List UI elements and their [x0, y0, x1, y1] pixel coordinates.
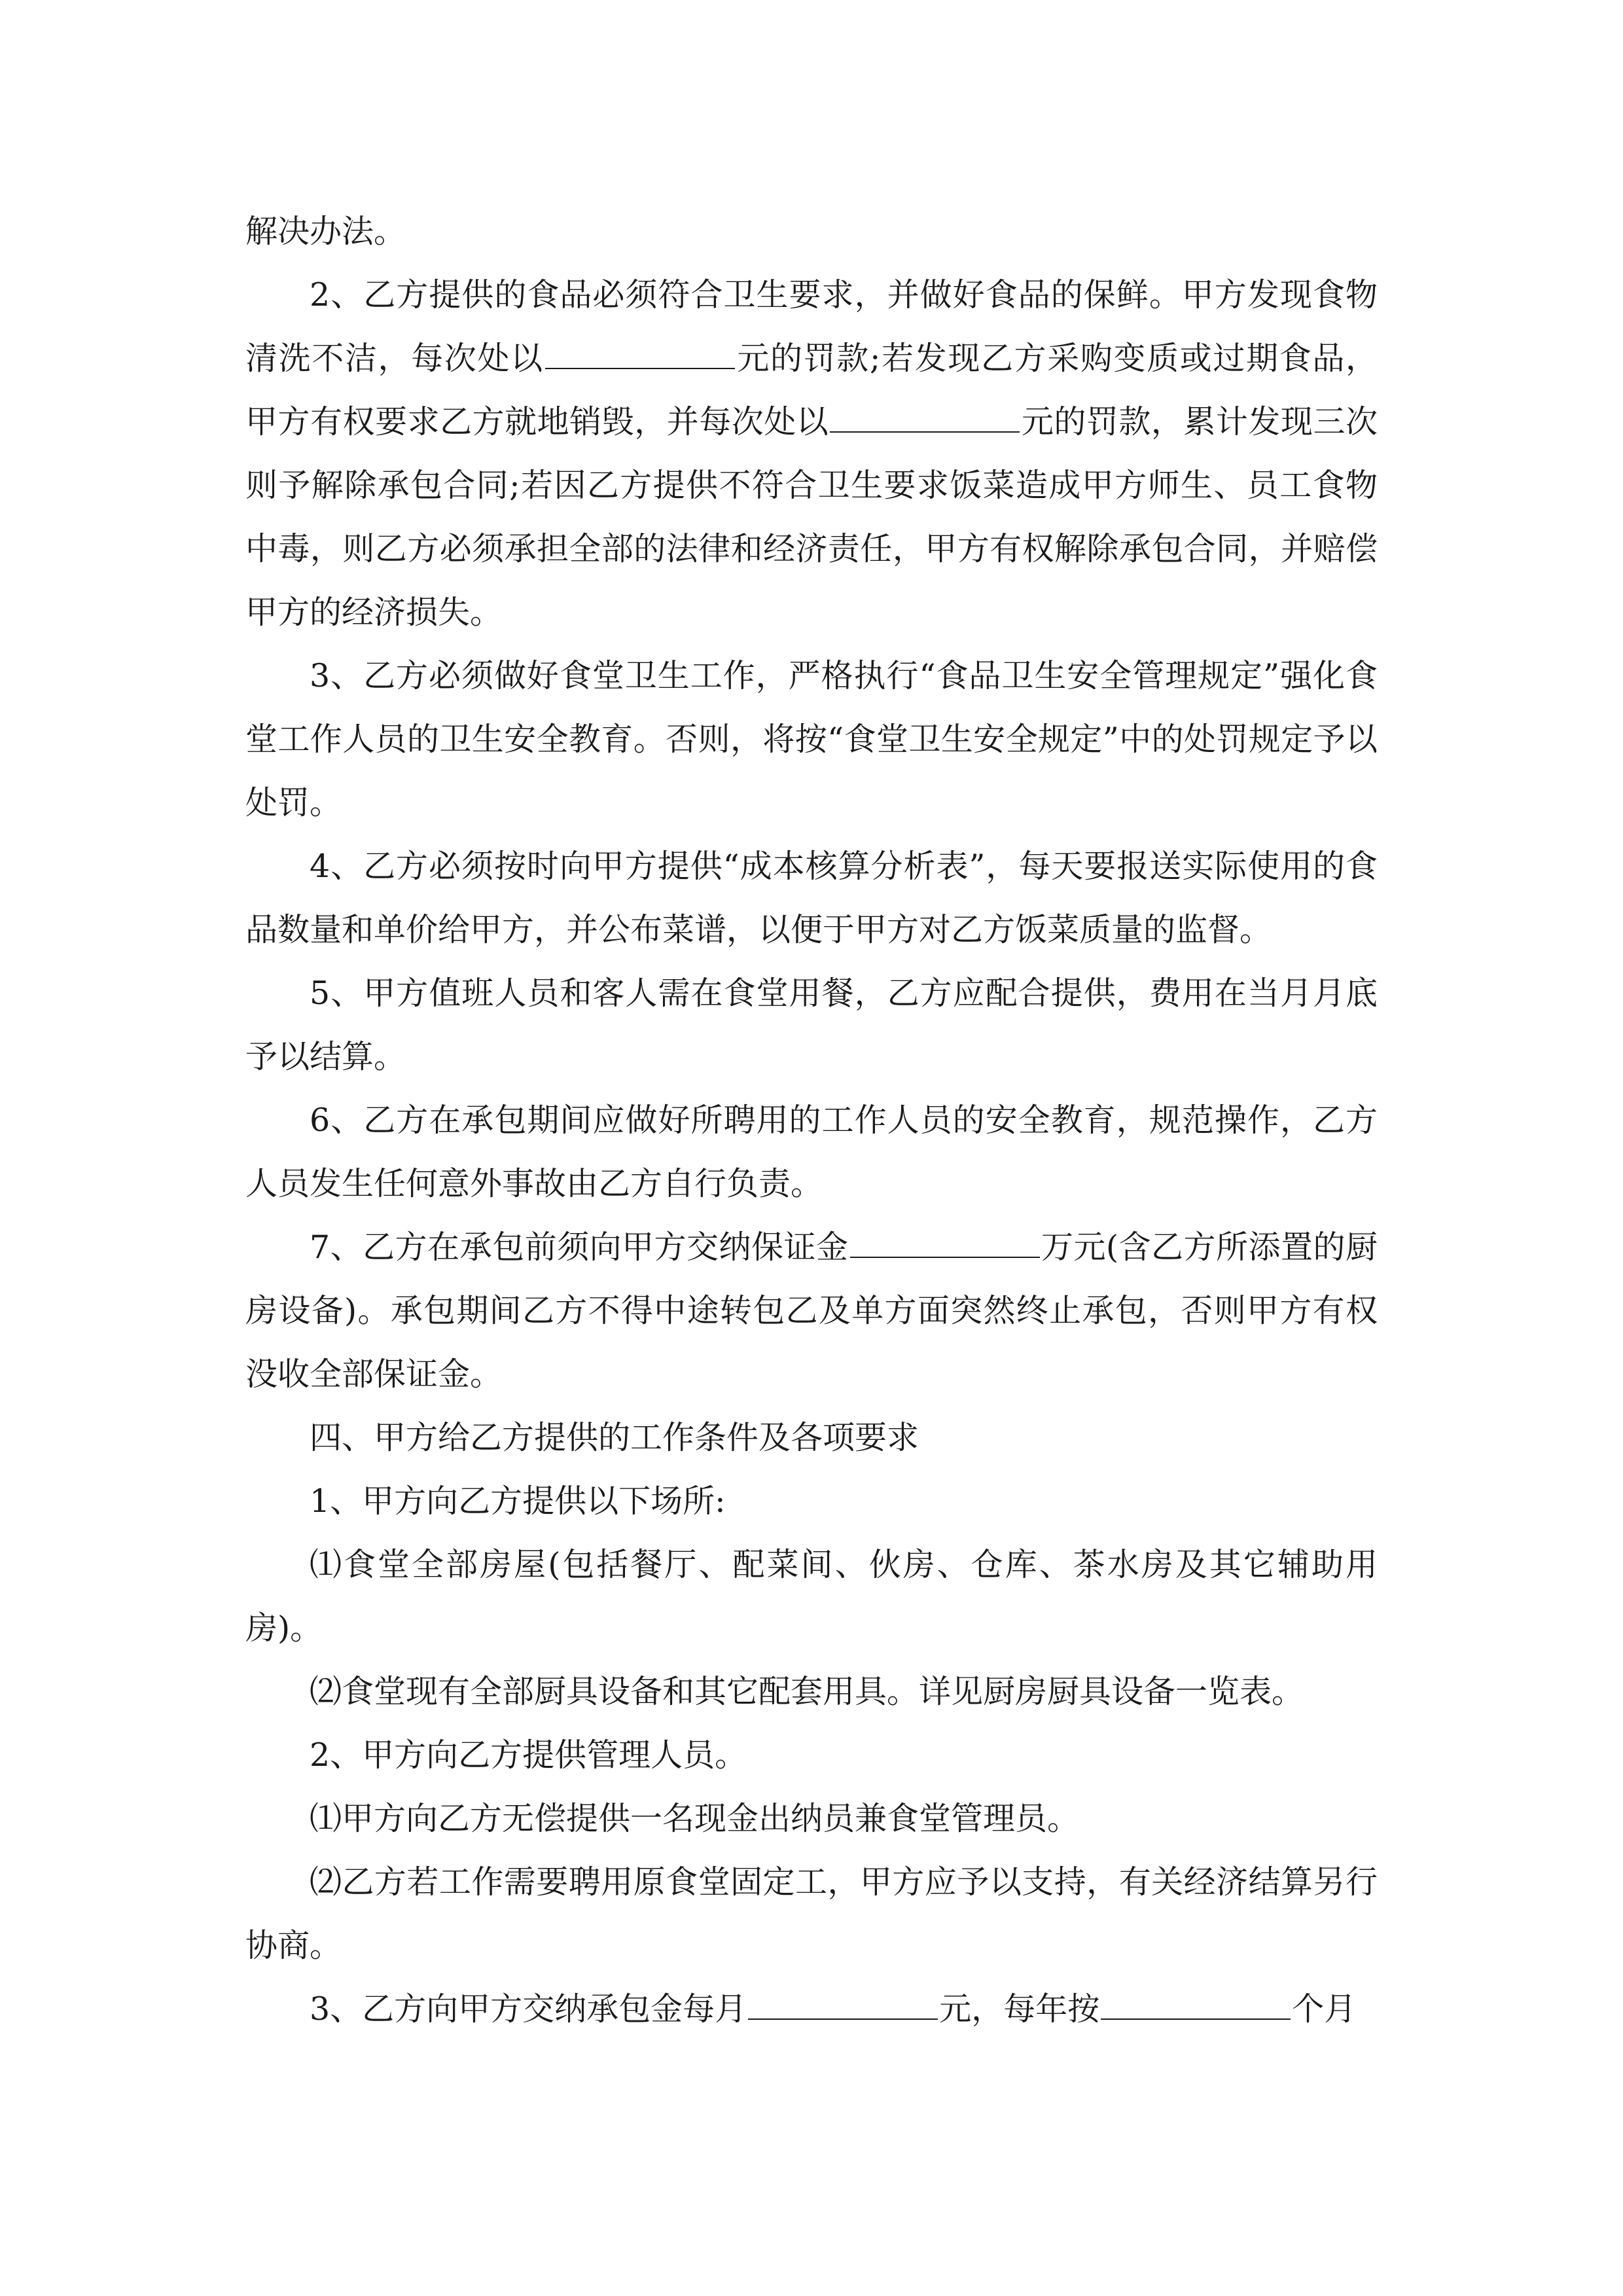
fill-in-blank — [850, 1256, 1040, 1258]
item-3-contract-fee — [245, 1977, 1378, 2041]
fill-in-blank — [830, 431, 1020, 433]
clause-4-cost-report: 4、乙方必须按时向甲方提供“成本核算分析表”，每天要报送实际使用的食品数量和单价给甲方，并公布菜谱，以便于甲方对乙方饭菜质量的监督。 — [245, 848, 1378, 948]
item-2-managers: 2、甲方向乙方提供管理人员。 — [310, 1736, 747, 1774]
clause-text: 2、乙方提供的食品必须符合卫生要求，并做好食品的保鲜。甲方发现食物清洗不洁，每次处以 — [245, 276, 1378, 377]
sub-item-1-cashier: ⑴甲方向乙方无偿提供一名现金出纳员兼食堂管理员。 — [310, 1800, 1080, 1837]
clause-text: 元的罚款，累计发现三次则予解除承包合同;若因乙方提供不符合卫生要求饭菜造成甲方师生、员工食物中毒，则乙方必须承担全部的法律和经济责任，甲方有权解除承包合同，并赔偿甲方的经济损失。 — [245, 403, 1378, 631]
clause-text: 3、乙方向甲方交纳承包金每月 — [310, 1990, 747, 2028]
sub-item-1-buildings: ⑴食堂全部房屋(包括餐厅、配菜间、伙房、仓库、茶水房及其它辅助用房)。 — [245, 1546, 1378, 1647]
fill-in-blank — [748, 2018, 938, 2020]
clause-text: 元的罚款;若发现乙方采购变质或过期食品，甲方有权要求乙方就地销毁，并每次处以 — [245, 340, 1378, 440]
clause-7-deposit — [245, 1215, 1378, 1406]
clause-text: 万元(含乙方所添置的厨房设备)。承包期间乙方不得中途转包乙及单方面突然终止承包，否则甲方有权没收全部保证金。 — [245, 1229, 1378, 1393]
item-1-premises: 1、甲方向乙方提供以下场所: — [310, 1482, 726, 1520]
clause-text: 元，每年按 — [939, 1990, 1100, 2028]
document-body — [245, 200, 1378, 2041]
clause-2-food-hygiene — [245, 263, 1378, 644]
fill-in-blank — [1101, 2018, 1291, 2020]
sub-item-2-equipment: ⑵食堂现有全部厨具设备和其它配套用具。详见厨房厨具设备一览表。 — [310, 1673, 1304, 1710]
clause-text: 个月 — [1292, 1990, 1357, 2028]
paragraph-continuation: 解决办法。 — [245, 213, 406, 250]
sub-item-2-fixed-workers: ⑵乙方若工作需要聘用原食堂固定工，甲方应予以支持，有关经济结算另行协商。 — [245, 1863, 1378, 1964]
section-heading-4: 四、甲方给乙方提供的工作条件及各项要求 — [310, 1419, 919, 1456]
clause-6-safety-education: 6、乙方在承包期间应做好所聘用的工作人员的安全教育，规范操作，乙方人员发生任何意外事故由乙方自行负责。 — [245, 1102, 1378, 1202]
clause-3-canteen-hygiene: 3、乙方必须做好食堂卫生工作，严格执行“食品卫生安全管理规定”强化食堂工作人员的卫生安全教育。否则，将按“食堂卫生安全规定”中的处罚规定予以处罚。 — [245, 657, 1378, 821]
clause-text: 7、乙方在承包前须向甲方交纳保证金 — [310, 1229, 849, 1266]
fill-in-blank — [545, 367, 735, 369]
clause-5-staff-meals: 5、甲方值班人员和客人需在食堂用餐，乙方应配合提供，费用在当月月底予以结算。 — [245, 975, 1378, 1075]
